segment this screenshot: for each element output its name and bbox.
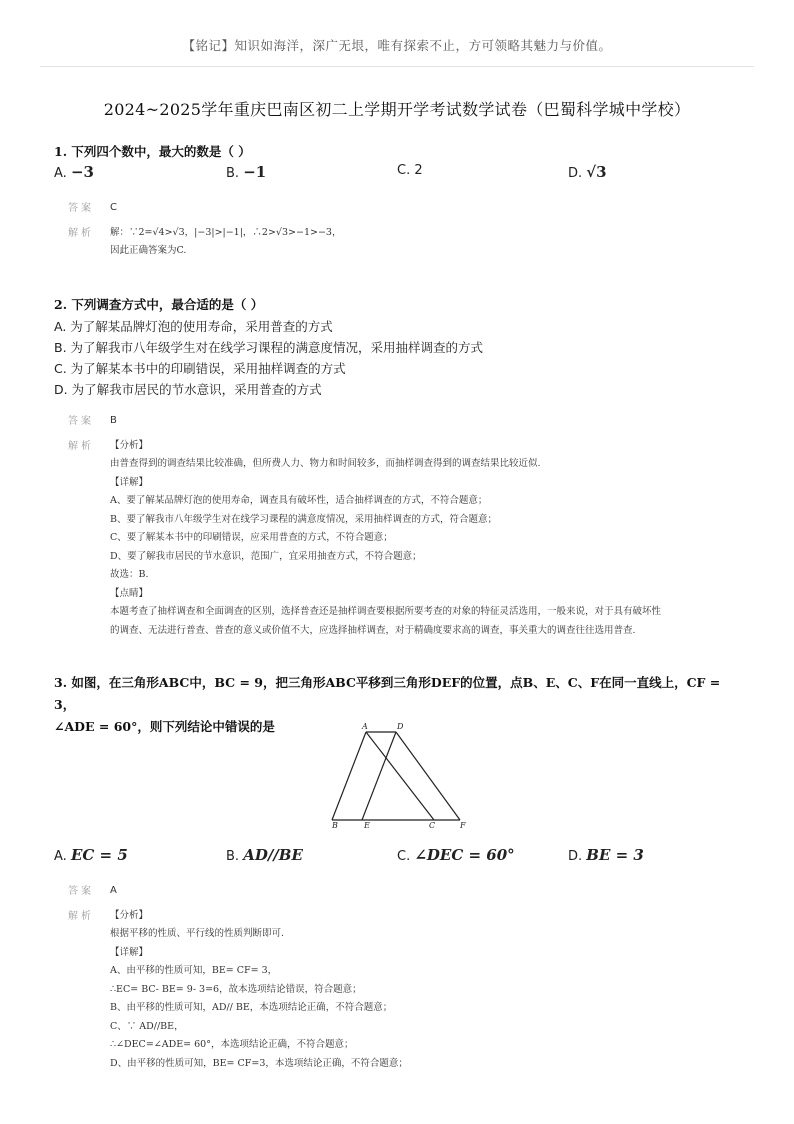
option-b: B. −1 [226,163,267,181]
analysis-text: 【分析】 由普查得到的调查结果比较准确，但所费人力、物力和时间较多，而抽样调查得到的调查结果比较近似. 【详解】 A、要了解某品牌灯泡的使用寿命，调查具有破坏性，适合抽样调查的方式，不符合题意； B、要了解我市八年级学生对在线学习课程的满意度情况，采用抽样调查的方式，符合题意； C、要了解某本书中的印刷错误，应采用普查的方式，不符合题意； D、要了解我市居民的节水意识，范围广，宜采用抽查方式，不符合题意； 故选：B. 【点睛】 本题考查了抽样调查和全面调查的区别，选择普查还是抽样调查要根据所要考查的对象的特征灵活选用，一般来说，对于具有破坏性 的调查、无法进行普查、普查的意义或价值不大，应选择抽样调查，对于精确度要求高的调查，事关重大的调查往往选用普查. [110,439,662,636]
point-e-label: E [364,821,370,830]
analysis-text: 【分析】 根据平移的性质、平行线的性质判断即可. 【详解】 A、由平移的性质可知，BE= CF= 3， ∴EC= BC- BE= 9- 3=6，故本选项结论错误，符合题意； B、由平移的性质可知，AD// BE，本选项结论正确，不符合题意； C、∵ AD//BE， ∴∠DEC=∠ADE= 60°，本选项结论正确，不符合题意； D、由平移的性质可知，BE= CF=3，本选项结论正确，不符合题意； [110,909,408,1069]
answer-row [68,199,744,218]
answer-value: A [110,885,117,896]
question-1-options [54,163,744,187]
option-b: B. AD//BE [226,846,303,864]
segment-de [362,732,396,820]
point-c-label: C [429,821,436,830]
option-d: D. BE = 3 [568,846,644,864]
motto-divider [40,66,754,67]
answer-row [68,412,744,431]
segment-ab [332,732,366,820]
answer-label: 答案 [68,886,94,897]
option-c: C. ∠DEC = 60° [397,846,515,864]
segment-ac [366,732,434,820]
point-a-label: A [362,722,368,731]
option-c: C. 为了解某本书中的印刷错误，采用抽样调查的方式 [54,361,346,376]
option-a: A. −3 [54,163,94,181]
question-2-stem: 2. 下列调查方式中，最合适的是（ ） [54,297,264,312]
analysis-label: 解析 [68,440,94,452]
motto: 【铭记】知识如海洋，深广无垠，唯有探索不止，方可领略其魅力与价值。 [182,38,612,53]
analysis-text: 解：∵2=√4>√3，|−3|>|−1|，∴2>√3>−1>−3， 因此正确答案为C. [110,226,342,256]
analysis-label: 解析 [68,910,94,922]
option-b: B. 为了解我市八年级学生对在线学习课程的满意度情况，采用抽样调查的方式 [54,340,484,355]
question-2 [54,294,744,640]
question-3-body [54,846,744,1073]
option-c: C. 2 [397,163,423,178]
answer-value: C [110,202,117,213]
point-d-label: D [397,722,404,731]
option-d: D. √3 [568,163,607,181]
question-1 [54,141,744,261]
segment-df [396,732,460,820]
point-f-label: F [460,821,466,830]
analysis-label: 解析 [68,227,94,239]
option-d: D. 为了解我市居民的节水意识，采用普查的方式 [54,382,322,397]
translation-diagram [326,720,476,830]
analysis-row [68,224,744,261]
option-a: A. 为了解某品牌灯泡的使用寿命，采用普查的方式 [54,319,333,334]
exam-title: 2024~2025学年重庆巴南区初二上学期开学考试数学试卷（巴蜀科学城中学校） [103,100,691,119]
question-1-stem: 1. 下列四个数中，最大的数是（ ） [54,144,251,159]
point-b-label: B [332,821,338,830]
analysis-row [68,907,744,1074]
question-3-options [54,846,744,870]
answer-label: 答案 [68,203,94,214]
question-3-stem: 3. 如图，在三角形ABC中，BC = 9，把三角形ABC平移到三角形DEF的位置，点B、E、C、F在同一直线上，CF = 3， ∠ADE = 60°，则下列结论中错误的是 [54,675,721,734]
option-a: A. EC = 5 [54,846,128,864]
answer-value: B [110,415,117,426]
analysis-row [68,437,744,641]
answer-row [68,882,744,901]
answer-label: 答案 [68,416,94,427]
